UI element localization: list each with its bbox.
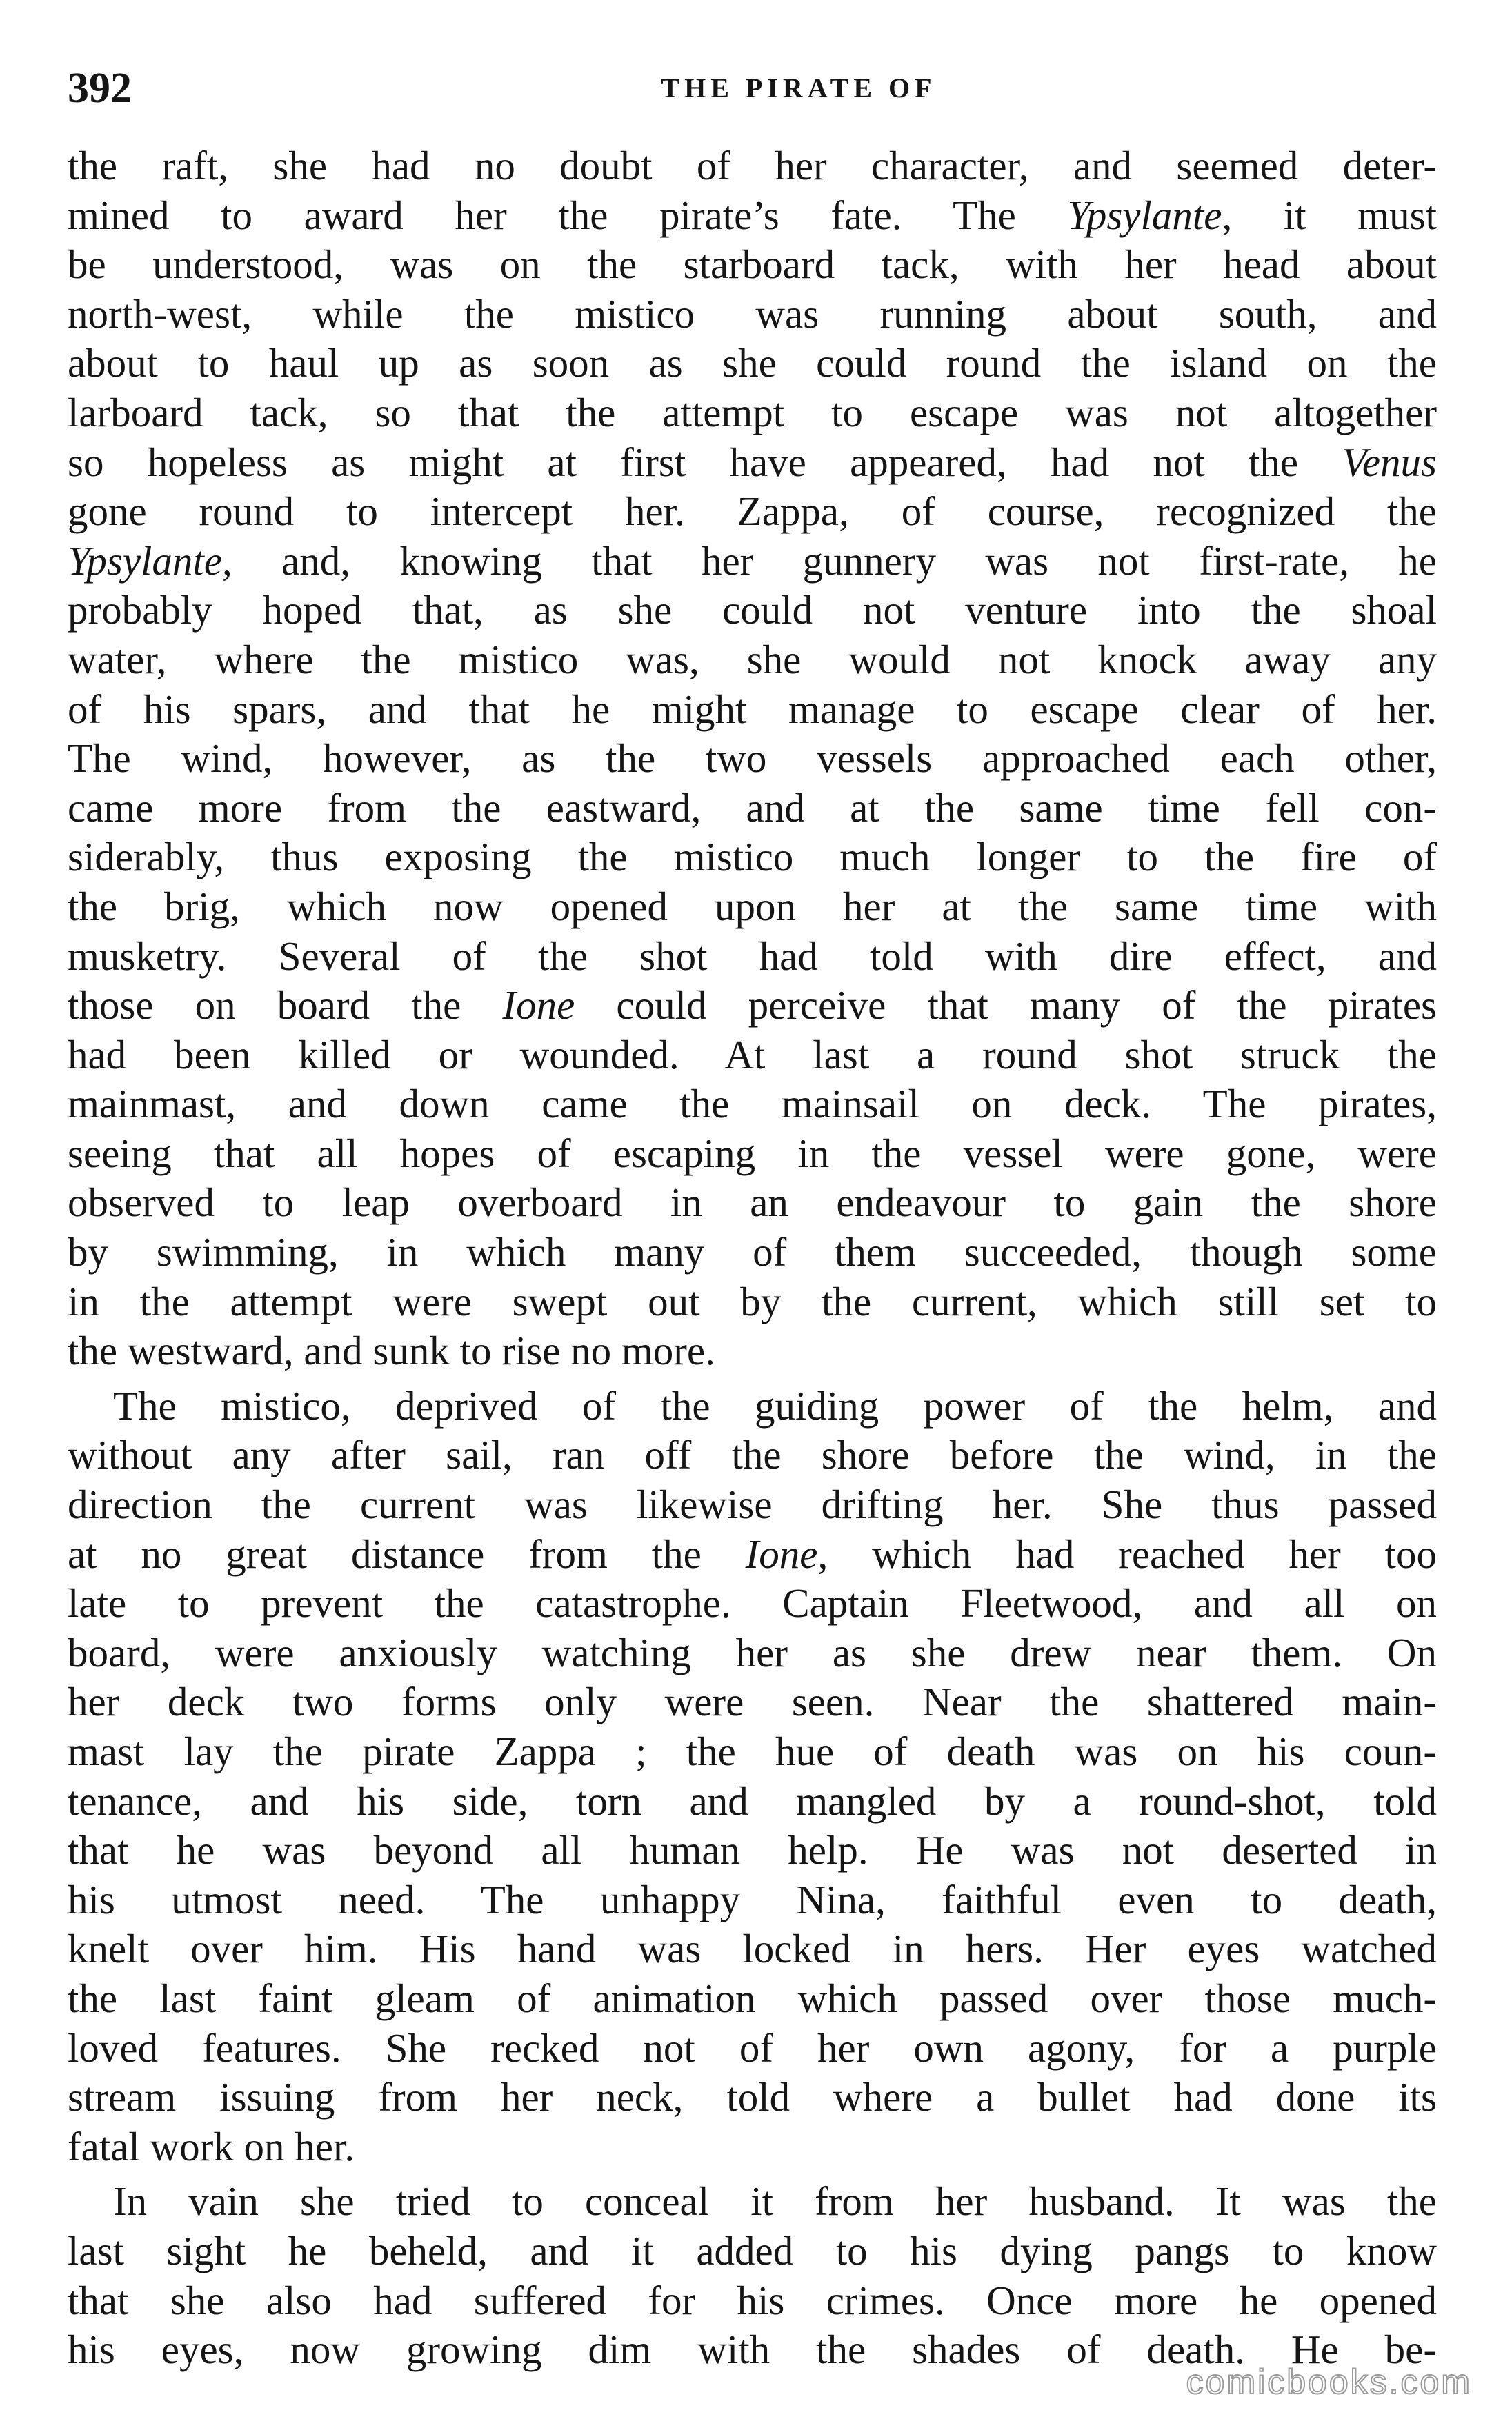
text-line: siderably, thus exposing the mistico much longer to the fire of [68,834,1437,880]
text-line: seeing that all hopes of escaping in the vessel were gone, were [68,1130,1437,1176]
text-line: in the attempt were swept out by the current, which still set to [68,1278,1437,1324]
text-line: late to prevent the catastrophe. Captain Fleetwood, and all on [68,1580,1437,1626]
body-text [68,141,1437,2375]
text-line: Ypsylante, and, knowing that her gunnery was not first-rate, he [68,537,1437,584]
text-line: the last faint gleam of animation which passed over those much- [68,1975,1437,2021]
text-line: without any after sail, ran off the shore before the wind, in the [68,1432,1437,1478]
text-line: probably hoped that, as she could not venture into the shoal [68,587,1437,633]
watermark: comicbooks.com [1186,2362,1472,2401]
text-line: at no great distance from the Ione, which had reached her too [68,1531,1437,1577]
text-line: gone round to intercept her. Zappa, of course, recognized the [68,488,1437,535]
text-line: the brig, which now opened upon her at the same time with [68,883,1437,929]
paragraph-gap [68,2171,1437,2177]
text-line: observed to leap overboard in an endeavour to gain the shore [68,1180,1437,1226]
text-line: came more from the eastward, and at the same time fell con- [68,784,1437,830]
text-line: about to haul up as soon as she could round the island on the [68,340,1437,386]
text-line: board, were anxiously watching her as she drew near them. On [68,1629,1437,1675]
text-line: direction the current was likewise drifting her. She thus passed [68,1482,1437,1528]
text-line: mined to award her the pirate’s fate. The Ypsylante, it must [68,192,1438,238]
page-number: 392 [68,65,132,112]
text-line: loved features. She recked not of her own agony, for a purple [68,2024,1437,2071]
text-line: his utmost need. The unhappy Nina, faithful even to death, [68,1876,1437,1922]
text-line: by swimming, in which many of them succeeded, though some [68,1229,1437,1275]
text-line: stream issuing from her neck, told where a bullet had done its [68,2074,1437,2120]
text-line: fatal work on her. [68,2123,355,2169]
paragraph [68,141,1437,1376]
text-line: so hopeless as might at first have appeared, had not the Venus [68,439,1437,485]
text-line: In vain she tried to conceal it from her husband. It was the [113,2178,1437,2225]
paragraph-gap [68,1376,1437,1382]
text-line: tenance, and his side, torn and mangled by a round-shot, told [68,1778,1437,1824]
text-line: her deck two forms only were seen. Near the shattered main- [68,1679,1437,1725]
text-line: mast lay the pirate Zappa ; the hue of death was on his coun- [68,1729,1437,1774]
text-line: had been killed or wounded. At last a round shot struck the [68,1031,1437,1077]
text-line: that he was beyond all human help. He was not deserted in [68,1827,1437,1873]
text-line: The wind, however, as the two vessels approached each other, [68,735,1437,782]
paragraph [68,2177,1437,2374]
text-line: his eyes, now growing dim with the shades of death. He be- [68,2327,1437,2373]
text-line: larboard tack, so that the attempt to escape was not altogether [68,389,1437,435]
text-line: last sight he beheld, and it added to his dying pangs to know [68,2227,1437,2273]
text-line: knelt over him. His hand was locked in hers. Her eyes watched [68,1926,1437,1972]
text-line: mainmast, and down came the mainsail on deck. The pirates, [68,1081,1437,1127]
text-line: that she also had suffered for his crimes. Once more he opened [68,2277,1437,2323]
paragraph [68,1382,1437,2172]
text-line: those on board the Ione could perceive that many of the pirates [68,982,1437,1028]
text-line: the westward, and sunk to rise no more. [68,1328,715,1374]
page-header [68,61,1447,116]
text-line: of his spars, and that he might manage to escape clear of her. [68,686,1437,732]
text-line: the raft, she had no doubt of her character, and seemed deter- [68,143,1437,188]
text-line: be understood, was on the starboard tack, with her head about [68,241,1437,288]
text-line: north-west, while the mistico was running about south, and [68,290,1437,337]
running-head: THE PIRATE OF [661,72,937,103]
text-line: water, where the mistico was, she would not knock away any [68,636,1437,682]
text-line: musketry. Several of the shot had told with dire effect, and [68,933,1437,979]
text-line: The mistico, deprived of the guiding power of the helm, and [113,1382,1437,1429]
